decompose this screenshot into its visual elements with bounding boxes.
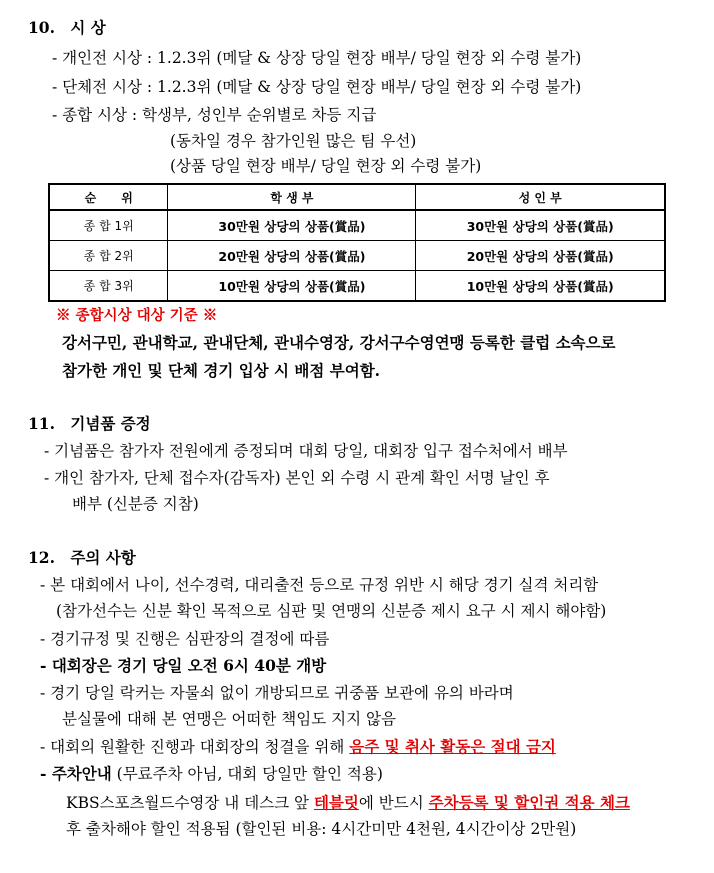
rank-cell: 종 합 1위 — [49, 210, 168, 241]
criteria-line-2: 참가한 개인 및 단체 경기 입상 시 배점 부여함. — [62, 361, 381, 380]
overall-award: - 종합 시상 : 학생부, 성인부 순위별로 차등 지급 — [52, 106, 377, 124]
section12-number: 12. — [28, 548, 55, 567]
section12-heading — [28, 548, 136, 568]
parking-note: (무료주차 아님, 대회 당일만 할인 적용) — [111, 765, 383, 783]
caution-item-1: - 본 대회에서 나이, 선수경력, 대리출전 등으로 규정 위반 시 해당 경기 실격 처리함 — [40, 576, 599, 594]
award-table-header — [49, 184, 665, 210]
criteria-line-1: 강서구민, 관내학교, 관내단체, 관내수영장, 강서구수영연맹 등록한 클럽 소속으로 — [62, 333, 616, 352]
table-row — [49, 241, 665, 271]
adult-prize-cell: 30만원 상당의 상품(賞品) — [416, 210, 665, 241]
individual-award: - 개인전 시상 : 1.2.3위 (메달 & 상장 당일 현장 배부/ 당일 현장 외 수령 불가) — [52, 49, 582, 67]
team-award: - 단체전 시상 : 1.2.3위 (메달 & 상장 당일 현장 배부/ 당일 현장 외 수령 불가) — [52, 78, 582, 96]
header-student: 학 생 부 — [168, 184, 416, 210]
caution-item-2: - 경기규정 및 진행은 심판장의 결정에 따름 — [40, 630, 330, 648]
section11-title: 기념품 증정 — [70, 414, 151, 433]
souvenir-item-2-cont: 배부 (신분증 지참) — [72, 495, 199, 513]
caution-item-5 — [40, 737, 556, 757]
overall-note-2: (상품 당일 현장 배부/ 당일 현장 외 수령 불가) — [170, 157, 482, 175]
caution-item-3: - 대회장은 경기 당일 오전 6시 40분 개방 — [40, 656, 327, 675]
adult-prize-cell: 10만원 상당의 상품(賞品) — [416, 271, 665, 302]
table-row — [49, 271, 665, 302]
rank-cell: 종 합 3위 — [49, 271, 168, 302]
criteria-title: ※ 종합시상 대상 기준 ※ — [56, 307, 218, 324]
souvenir-item-1: - 기념품은 참가자 전원에게 증정되며 대회 당일, 대회장 입구 접수처에서 배부 — [44, 442, 568, 460]
section11-number: 11. — [28, 414, 55, 433]
parking-line-1 — [66, 793, 630, 813]
section12-title: 주의 사항 — [70, 548, 136, 567]
caution-item-4-cont: 분실물에 대해 본 연맹은 어떠한 책임도 지지 않음 — [62, 710, 396, 728]
parking-title: - 주차안내 — [40, 764, 112, 783]
caution-item-5-text: - 대회의 원활한 진행과 대회장의 청결을 위해 — [40, 738, 350, 756]
overall-note-1: (동차일 경우 참가인원 많은 팀 우선) — [170, 132, 417, 150]
table-row — [49, 210, 665, 241]
drinking-cooking-ban: 음주 및 취사 활동은 절대 금지 — [349, 737, 556, 756]
award-table — [48, 183, 666, 302]
section10-number: 10. — [28, 18, 55, 37]
adult-prize-cell: 20만원 상당의 상품(賞品) — [416, 241, 665, 271]
caution-item-6 — [40, 764, 383, 784]
student-prize-cell: 20만원 상당의 상품(賞品) — [168, 241, 416, 271]
souvenir-item-2: - 개인 참가자, 단체 접수자(감독자) 본인 외 수령 시 관계 확인 서명 날인 후 — [44, 469, 550, 487]
student-prize-cell: 10만원 상당의 상품(賞品) — [168, 271, 416, 302]
parking-mid: 에 반드시 — [358, 794, 429, 812]
section11-heading — [28, 414, 151, 434]
rank-cell: 종 합 2위 — [49, 241, 168, 271]
header-rank: 순 위 — [49, 184, 168, 210]
caution-item-1-cont: (참가선수는 신분 확인 목적으로 심판 및 연맹의 신분증 제시 요구 시 제시 해야함) — [56, 602, 607, 620]
parking-prefix: KBS스포츠월드수영장 내 데스크 앞 — [66, 794, 314, 812]
section10-title: 시 상 — [70, 18, 106, 37]
student-prize-cell: 30만원 상당의 상품(賞品) — [168, 210, 416, 241]
parking-registration: 주차등록 및 할인권 적용 체크 — [428, 793, 630, 812]
header-adult: 성 인 부 — [416, 184, 665, 210]
caution-item-4: - 경기 당일 락커는 자물쇠 없이 개방되므로 귀중품 보관에 유의 바라며 — [40, 684, 514, 702]
section10-heading — [28, 18, 106, 38]
parking-line-2: 후 출차해야 할인 적용됨 (할인된 비용: 4시간미만 4천원, 4시간이상 2만원) — [66, 820, 577, 838]
parking-tablet: 테블릿 — [313, 793, 359, 812]
